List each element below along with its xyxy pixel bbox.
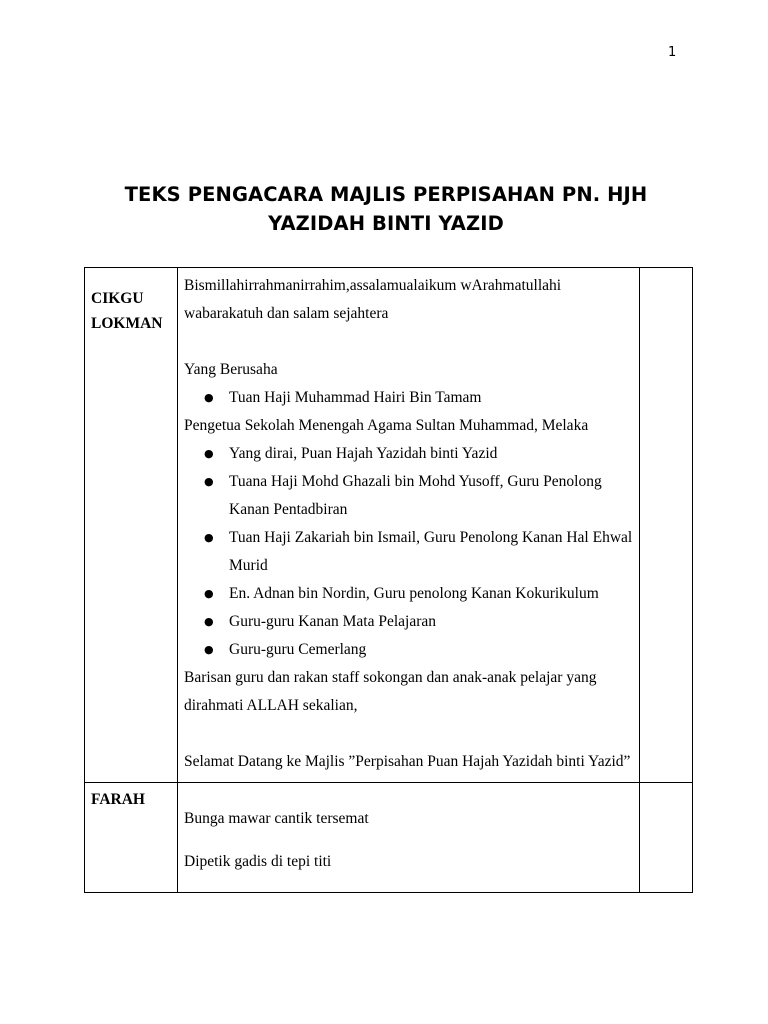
speaker-cell xyxy=(85,783,178,893)
empty-cell xyxy=(640,268,693,783)
list-item: ● En. Adnan bin Nordin, Guru penolong Kanan Kokurikulum xyxy=(229,580,633,608)
title-line-2: YAZIDAH BINTI YAZID xyxy=(268,212,504,235)
script-text-cell xyxy=(178,268,640,783)
pantun-line-2: Dipetik gadis di tepi titi xyxy=(184,853,332,870)
list-item: ● Tuan Haji Muhammad Hairi Bin Tamam xyxy=(229,384,633,412)
script-table xyxy=(84,267,693,893)
bullet-icon: ● xyxy=(204,587,214,600)
table-row xyxy=(85,268,693,783)
script-text-cell xyxy=(178,783,640,893)
page-number: 1 xyxy=(668,45,677,60)
list-item: ● Tuana Haji Mohd Ghazali bin Mohd Yusoff, Guru Penolong Kanan Pentadbiran xyxy=(229,468,633,524)
list-item: ● Yang dirai, Puan Hajah Yazidah binti Yazid xyxy=(229,440,633,468)
pantun-line-1: Bunga mawar cantik tersemat xyxy=(184,809,369,827)
bullet-icon: ● xyxy=(204,531,214,544)
greeting-text: Bismillahirrahmanirrahim,assalamualaikum wArahmatullahi wabarakatuh dan salam sejahtera xyxy=(184,277,562,322)
bullet-icon: ● xyxy=(204,475,214,488)
bullet-icon: ● xyxy=(204,615,214,628)
table-row xyxy=(85,783,693,893)
list-item: ● Guru-guru Kanan Mata Pelajaran xyxy=(229,608,633,636)
bullet-icon: ● xyxy=(204,447,214,460)
list-item: ● Guru-guru Cemerlang xyxy=(229,636,633,664)
empty-cell xyxy=(640,783,693,893)
bullet-icon: ● xyxy=(204,643,214,656)
honorific-text: Yang Berusaha xyxy=(184,361,278,378)
bullet-icon: ● xyxy=(204,391,214,404)
speaker-name: FARAH xyxy=(91,791,145,808)
title-line-1: TEKS PENGACARA MAJLIS PERPISAHAN PN. HJH xyxy=(124,183,648,206)
speaker-cell xyxy=(85,268,178,783)
document-title xyxy=(80,180,692,238)
principal-text: Pengetua Sekolah Menengah Agama Sultan Muhammad, Melaka xyxy=(184,417,589,434)
speaker-name-line-2: LOKMAN xyxy=(91,315,163,332)
audience-text: Barisan guru dan rakan staff sokongan dan anak-anak pelajar yang dirahmati ALLAH sekalian, xyxy=(184,669,597,714)
list-item: ● Tuan Haji Zakariah bin Ismail, Guru Penolong Kanan Hal Ehwal Murid xyxy=(229,524,633,580)
guest-list-2 xyxy=(184,440,633,664)
speaker-name-line-1: CIKGU xyxy=(91,290,144,307)
guest-list-1 xyxy=(184,384,633,412)
welcome-text: Selamat Datang ke Majlis ”Perpisahan Puan Hajah Yazidah binti Yazid” xyxy=(184,753,631,770)
